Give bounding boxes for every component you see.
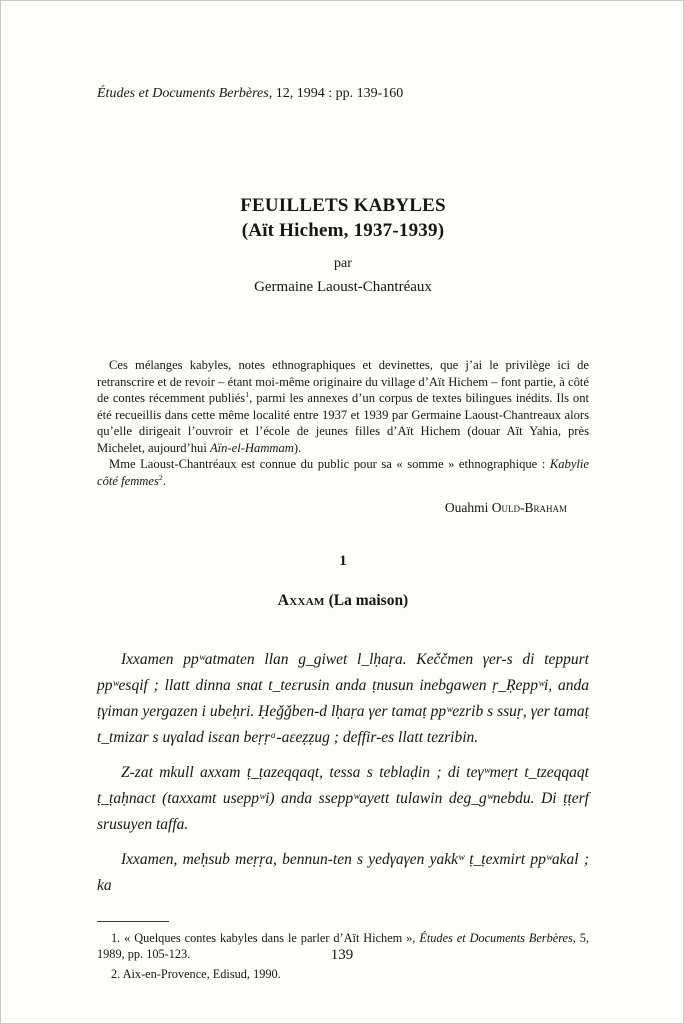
intro-p1-seg3: ). bbox=[293, 440, 302, 455]
footnote-1-seg1: « Quelques contes kabyles dans le parler d’Aït Hichem », bbox=[120, 931, 420, 945]
section-heading-french: (La maison) bbox=[324, 592, 409, 609]
kabyle-paragraph-2: Z-zat mkull axxam ṭ_ṭazeqqaqt, tessa s teblaḍin ; di teγʷmeṛt t_tzeqqaqt ṭ_ṭaḥnact (taxxamt useppʷi) anda sseppʷayett tulawin deg_gʷnebdu. Di ṭṭerf srusuyen taffa. bbox=[97, 764, 589, 833]
kabyle-paragraph-3: Ixxamen, meḥsub meṛṛa, bennun-ten s yedγaγen yakkʷ ṭ_ṭexmirt ppʷakal ; ka bbox=[97, 851, 589, 894]
journal-header bbox=[97, 85, 589, 103]
section-heading-kabyle: Axxam bbox=[277, 592, 325, 609]
intro-paragraph-2 bbox=[97, 456, 589, 489]
footnote-separator-rule bbox=[97, 921, 169, 922]
intro-p1-seg1: Ces mélanges kabyles, notes ethnographiques et devinettes, que j’ai le privilège ici de retranscrire et de revoir – étant moi-même originaire du village d’Aït Hichem – font partie, à côté de contes récemment publiés bbox=[97, 358, 589, 405]
article-title-line2: (Aït Hichem, 1937-1939) bbox=[241, 220, 445, 241]
footnote-1-number: 1. bbox=[111, 931, 121, 945]
footnote-1-journal: Études et Documents Berbères bbox=[419, 931, 573, 945]
attribution-firstname: Ouahmi bbox=[444, 500, 492, 515]
kabyle-text-block bbox=[97, 647, 589, 899]
byline-par: par bbox=[334, 256, 352, 271]
attribution-line bbox=[97, 499, 589, 517]
journal-issue-pages: , 12, 1994 : pp. 139-160 bbox=[268, 86, 404, 101]
attribution-surname: Ould-Braham bbox=[491, 500, 567, 515]
intro-p2-seg2: . bbox=[162, 473, 166, 488]
journal-title: Études et Documents Berbères bbox=[97, 86, 269, 101]
section-heading bbox=[97, 591, 589, 611]
page-content bbox=[97, 1, 589, 982]
page-number: 139 bbox=[330, 947, 354, 963]
intro-p2-seg1: Mme Laoust-Chantréaux est connue du public pour sa « somme » ethnographique : bbox=[109, 457, 550, 471]
kabyle-paragraph-1: Ixxamen ppʷatmaten llan g_giwet l_lḥaṛa. Keččmen γer-s di teppurt ppʷesqif ; llatt dinna snat t_teɛrusin anda ṭnusun inebgawen ṛ_Ṛeppʷi, anda ṭγiman yergazen i ubeḥri. Ḥeǧǧben-d lḥaṛa γer tamaṭ ppʷezrib s ssuṛ, γer tamaṭ t_tmizar s uγalad isɛan beṛṛᵃ-aɛeẓẓug ; deffir-es llatt tezribin. bbox=[97, 651, 589, 746]
intro-block bbox=[97, 357, 589, 489]
footnote-1-seg2: , 5, 1989, pp. 105-123. bbox=[97, 931, 590, 961]
footnote-ref-2: 2 bbox=[158, 472, 163, 482]
footnote-ref-1: 1 bbox=[245, 389, 250, 399]
intro-p2-italic: Kabylie côté femmes bbox=[97, 457, 589, 488]
intro-p1-italic: Aïn-el-Hammam bbox=[209, 440, 294, 455]
title-block bbox=[97, 193, 589, 243]
footnote-2: 2. Aix-en-Provence, Edisud, 1990. bbox=[111, 967, 281, 981]
intro-paragraph-1 bbox=[97, 357, 589, 456]
section-number: 1 bbox=[339, 553, 347, 569]
author-name: Germaine Laoust-Chantréaux bbox=[254, 279, 432, 295]
article-title-line1: FEUILLETS KABYLES bbox=[240, 195, 446, 216]
intro-p1-seg2: , parmi les annexes d’un corpus de textes bilingues inédits. Ils ont été recueillis dans cette même localité entre 1937 et 1939 par Germaine Laoust-Chantreaux alors qu’elle dirigeait l’ouvroir et l’école de jeunes filles d’Aït Hichem (douar Aït Yahia, près Michelet, aujourd’hui bbox=[97, 391, 589, 455]
